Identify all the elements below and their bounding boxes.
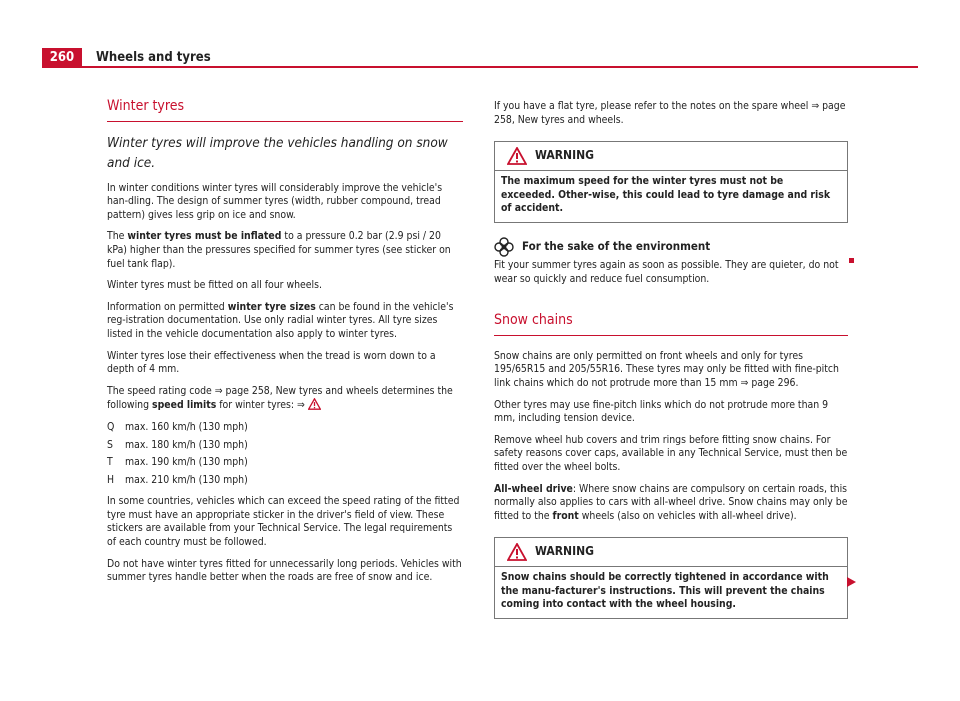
bold-text: front xyxy=(552,509,579,522)
section-title-winter-tyres: Winter tyres xyxy=(107,100,463,122)
warning-text: Snow chains should be correctly tightened in accordance with the manu-facturer's instructions. This will prevent the chains coming into contact with the wheel housing. xyxy=(501,571,829,611)
environment-note-title: For the sake of the environment xyxy=(522,239,711,254)
header-rule xyxy=(42,66,918,68)
text: : Where snow chains are compulsory on certain roads, this normally also applies to cars with all-wheel drive. Snow chains may only be fitted to the xyxy=(494,482,848,522)
text: wheels (also on vehicles with all-wheel drive). xyxy=(578,509,797,522)
chapter-title: Wheels and tyres xyxy=(96,50,211,65)
continue-arrow-icon xyxy=(847,577,856,587)
warning-icon xyxy=(507,147,527,165)
speed-code: H xyxy=(107,473,115,486)
text: Information on permitted xyxy=(107,300,228,313)
speed-limit: max. 160 km/h (130 mph) xyxy=(125,420,248,433)
paragraph: In some countries, vehicles which can exceed the speed rating of the fitted tyre must have an appropriate sticker in the driver's field of view. These stickers are available from your Technical Service. The legal requirements of each country must be followed. xyxy=(107,495,460,549)
paragraph xyxy=(107,301,463,342)
paragraph: In winter conditions winter tyres will considerably improve the vehicle's han-dling. The design of summer tyres (width, rubber compound, tread pattern) gives less grip on ice and snow. xyxy=(107,181,443,221)
paragraph: Snow chains are only permitted on front wheels and only for tyres 195/65R15 and 205/55R16. These tyres may only be fitted with fine-pitch link chains which do not protrude more than 15 mm ⇒ page 296. xyxy=(494,349,839,389)
bold-text: winter tyre sizes xyxy=(227,300,316,313)
page-number: 260 xyxy=(42,48,82,68)
speed-limit: max. 180 km/h (130 mph) xyxy=(125,438,248,451)
text: The speed rating code ⇒ page 258, New tyres and wheels determines the following xyxy=(107,384,453,412)
text: Fit your summer tyres again as soon as possible. They are quieter, do not wear so quickly and reduce fuel consumption. xyxy=(494,258,839,285)
list-item xyxy=(107,474,463,488)
environment-note-text xyxy=(494,259,848,286)
bold-text: All-wheel drive xyxy=(494,482,573,495)
paragraph: Winter tyres lose their effectiveness when the tread is worn down to a depth of 4 mm. xyxy=(107,349,436,376)
bold-text: winter tyres must be inflated xyxy=(127,230,282,243)
left-column xyxy=(107,100,463,593)
warning-header xyxy=(495,142,847,171)
speed-code: Q xyxy=(107,420,115,433)
section-end-marker xyxy=(849,258,854,263)
warning-label: WARNING xyxy=(535,148,594,163)
warning-text: The maximum speed for the winter tyres must not be exceeded. Other-wise, this could lead to tyre damage and risk of accident. xyxy=(501,175,831,215)
section-title-snow-chains: Snow chains xyxy=(494,314,848,336)
right-column xyxy=(494,100,848,633)
section-intro: Winter tyres will improve the vehicles handling on snow and ice. xyxy=(107,134,448,171)
warning-label: WARNING xyxy=(535,544,594,559)
paragraph xyxy=(107,385,463,413)
paragraph: Winter tyres must be fitted on all four wheels. xyxy=(107,279,322,292)
environment-flower-icon xyxy=(494,237,514,257)
warning-icon xyxy=(507,543,527,561)
speed-limit: max. 190 km/h (130 mph) xyxy=(125,456,248,469)
list-item xyxy=(107,421,463,435)
text: to a pressure 0.2 bar (2.9 psi / 20 kPa) higher than the pressures specified for summer tyres (see sticker on fuel tank flap). xyxy=(107,230,451,270)
paragraph xyxy=(494,483,848,524)
speed-code: S xyxy=(107,438,113,451)
warning-box xyxy=(494,537,848,619)
bold-text: speed limits xyxy=(152,399,217,412)
text: The xyxy=(107,230,128,243)
paragraph: Do not have winter tyres fitted for unnecessarily long periods. Vehicles with summer tyres handle better when the roads are free of snow and ice. xyxy=(107,557,462,584)
speed-limit-list xyxy=(107,421,463,487)
speed-limit: max. 210 km/h (130 mph) xyxy=(125,473,248,486)
text: for winter tyres: ⇒ xyxy=(216,399,308,412)
warning-box xyxy=(494,141,848,223)
warning-header xyxy=(495,538,847,567)
paragraph: Remove wheel hub covers and trim rings before fitting snow chains. For safety reasons cover caps, available in any Technical Service, must then be fitted over the wheel bolts. xyxy=(494,433,848,473)
page-header xyxy=(0,0,960,68)
speed-code: T xyxy=(107,456,113,469)
paragraph: If you have a flat tyre, please refer to the notes on the spare wheel ⇒ page 258, New tyres and wheels. xyxy=(494,100,846,126)
warning-icon[interactable] xyxy=(308,398,321,410)
text: can be found in the vehicle's reg-istration documentation. Use only radial winter tyres. All tyre sizes listed in the vehicle documentation also apply to winter tyres. xyxy=(107,300,454,340)
paragraph xyxy=(107,230,463,271)
paragraph: Other tyres may use fine-pitch links which do not protrude more than 9 mm, including tension device. xyxy=(494,398,829,425)
list-item xyxy=(107,456,463,470)
list-item xyxy=(107,439,463,453)
environment-note-header xyxy=(494,237,848,257)
